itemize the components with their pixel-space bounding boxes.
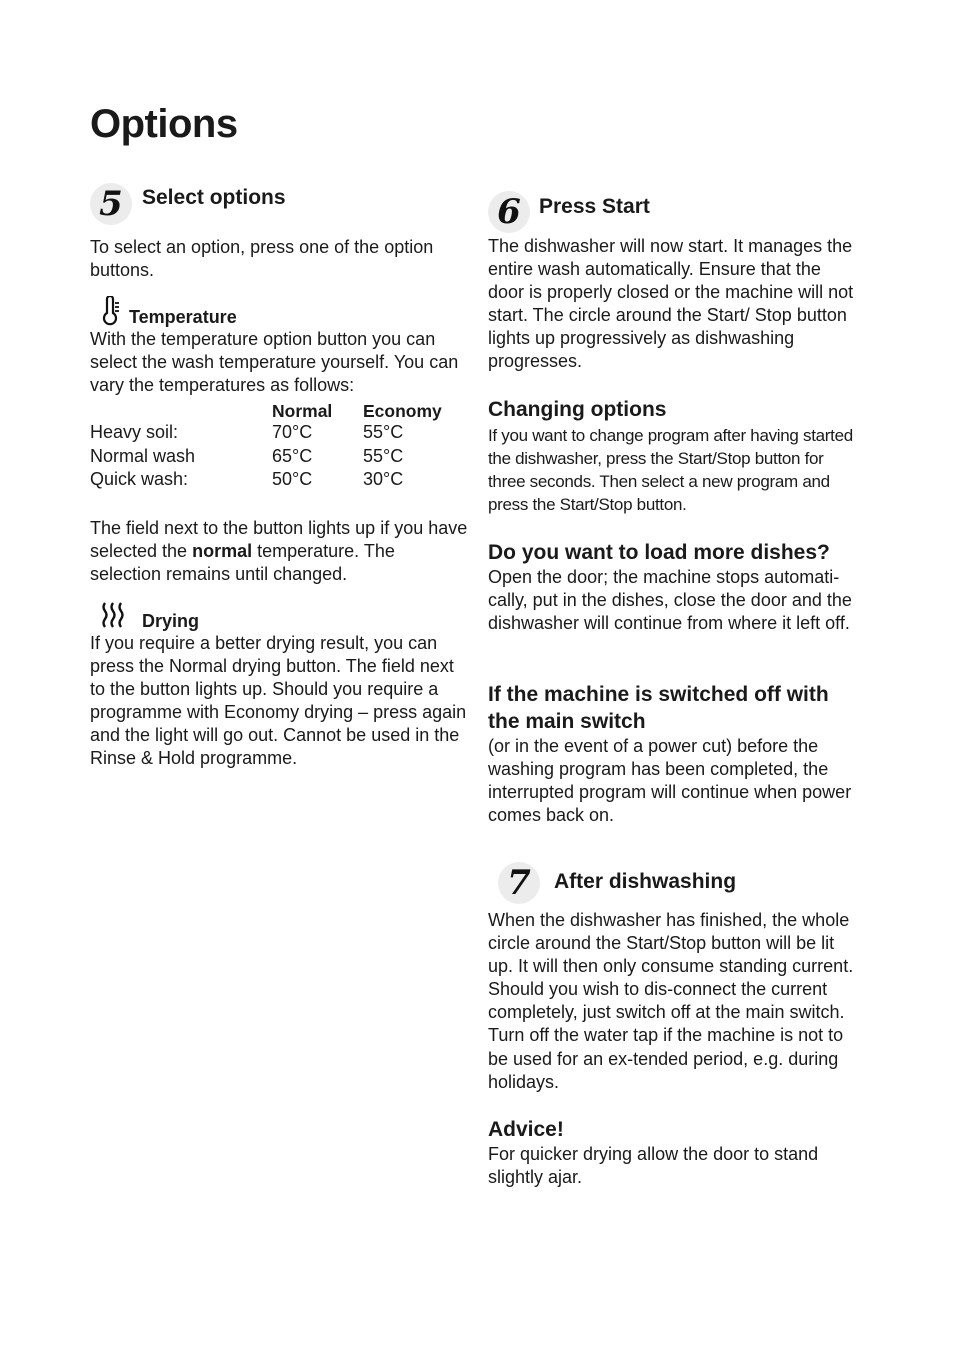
table-cell: 70°C [272, 422, 313, 442]
temperature-note-bold: normal [192, 541, 253, 562]
drying-title: Drying [142, 611, 200, 631]
table-cell: 30°C [363, 469, 404, 489]
advice-title: Advice! [488, 1118, 564, 1141]
table-row [90, 469, 458, 493]
table-header-blank [90, 396, 272, 422]
temperature-note-start: The field next to the button lights up if you have selected the [90, 518, 468, 562]
press-start-text: The dishwasher will now start. It manages the entire wash automatically. Ensure that the door is properly closed or the machine will not start. The circle around the Start/ Stop button lights up progressively as dishwashing progresses. [488, 236, 854, 372]
table-cell: 65°C [272, 445, 313, 466]
advice-text: For quicker drying allow the door to stand slightly ajar. [488, 1144, 819, 1188]
load-more-title: Do you want to load more dishes? [488, 541, 830, 564]
step-6-title: Press Start [539, 195, 650, 218]
temperature-table-header [90, 396, 458, 422]
table-cell: Normal wash [90, 445, 196, 466]
table-cell: 55°C [363, 445, 404, 466]
step-6-badge: 6 [488, 191, 530, 233]
select-options-intro: To select an option, press one of the option buttons. [90, 237, 434, 281]
heat-waves-icon [101, 601, 127, 631]
table-row [90, 446, 458, 470]
temperature-title: Temperature [129, 307, 237, 327]
table-header-normal: Normal [272, 401, 333, 421]
after-dishwashing-text: When the dishwasher has finished, the whole circle around the Start/Stop button will be lit up. It will then only consume standing current. Should you wish to dis-connect the current completely, just switch off at the main switch. Turn off the water tap if the machine is not to be used for an ex-tended period, e.g. during holidays. [488, 910, 854, 1092]
table-cell: Quick wash: [90, 469, 189, 489]
step-5-title: Select options [142, 186, 286, 209]
table-header-economy: Economy [363, 401, 442, 421]
changing-options-title: Changing options [488, 398, 667, 421]
page-title: Options [90, 102, 238, 146]
load-more-text: Open the door; the machine stops automati-cally, put in the dishes, close the door and the dishwasher will continue from where it left off. [488, 567, 852, 634]
table-row [90, 422, 458, 446]
changing-options-text: If you want to change program after having started the dishwasher, press the Start/Stop button for three seconds. Then select a new program and press the Start/Stop button. [488, 426, 853, 515]
step-7-badge: 7 [498, 862, 540, 904]
temperature-text: With the temperature option button you can select the wash temperature yourself. You can vary the temperatures as follows: [90, 329, 459, 396]
table-cell: Heavy soil: [90, 422, 179, 442]
table-cell: 55°C [363, 422, 404, 442]
drying-text: If you require a better drying result, you can press the Normal drying button. The field next to the button lights up. Should you require a programme with Economy drying – press again and the light will go out. Cannot be used in the Rinse & Hold programme. [90, 633, 467, 769]
temperature-table [90, 396, 458, 493]
step-7-title: After dishwashing [554, 870, 737, 893]
temperature-note [90, 517, 468, 586]
thermometer-icon [101, 296, 121, 326]
step-5-badge: 5 [90, 183, 132, 225]
switched-off-text: (or in the event of a power cut) before the washing program has been completed, the interrupted program will continue when power comes back on. [488, 736, 852, 826]
switched-off-title: If the machine is switched off with the main switch [488, 683, 829, 733]
table-cell: 50°C [272, 469, 313, 489]
temperature-note-end: temperature. The selection remains until changed. [90, 541, 395, 585]
